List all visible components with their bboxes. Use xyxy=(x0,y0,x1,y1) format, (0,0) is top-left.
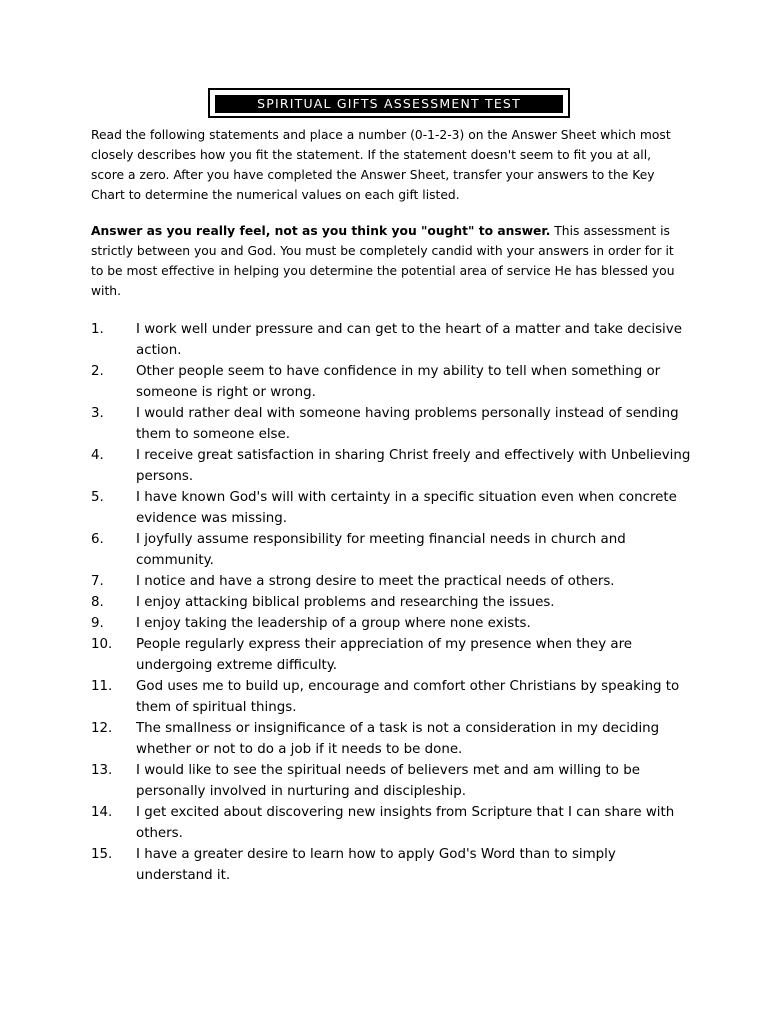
item-text: God uses me to build up, encourage and comfort other Christians by speaking to them of spiritual things. xyxy=(136,679,680,715)
list-item xyxy=(91,634,691,676)
list-item xyxy=(91,445,691,487)
item-number: 6. xyxy=(91,532,104,547)
list-item xyxy=(91,802,691,844)
item-number: 11. xyxy=(91,679,113,694)
list-item xyxy=(91,487,691,529)
item-text: I enjoy attacking biblical problems and researching the issues. xyxy=(136,595,555,610)
item-number: 5. xyxy=(91,490,104,505)
item-text: The smallness or insignificance of a task is not a consideration in my deciding whether or not to do a job if it needs to be done. xyxy=(136,721,660,757)
list-item xyxy=(91,676,691,718)
list-item xyxy=(91,760,691,802)
item-number: 2. xyxy=(91,364,104,379)
item-number: 10. xyxy=(91,637,113,652)
item-text: I have known God's will with certainty in a specific situation even when concrete evidence was missing. xyxy=(136,490,677,526)
item-text: I have a greater desire to learn how to apply God's Word than to simply understand it. xyxy=(136,847,616,883)
item-number: 12. xyxy=(91,721,113,736)
item-text: I joyfully assume responsibility for meeting financial needs in church and community. xyxy=(136,532,626,568)
candor-paragraph xyxy=(91,221,681,301)
item-text: I would rather deal with someone having problems personally instead of sending them to someone else. xyxy=(136,406,679,442)
list-item xyxy=(91,844,691,886)
item-number: 15. xyxy=(91,847,113,862)
item-text: I would like to see the spiritual needs of believers met and am willing to be personally involved in nurturing and discipleship. xyxy=(136,763,640,799)
item-text: I receive great satisfaction in sharing Christ freely and effectively with Unbelieving persons. xyxy=(136,448,691,484)
list-item xyxy=(91,403,691,445)
item-text: Other people seem to have confidence in my ability to tell when something or someone is right or wrong. xyxy=(136,364,661,400)
list-item xyxy=(91,613,691,634)
instructions-paragraph: Read the following statements and place a number (0-1-2-3) on the Answer Sheet which most closely describes how you fit the statement. If the statement doesn't seem to fit you at all, score a zero. After you have completed the Answer Sheet, transfer your answers to the Key Chart to determine the numerical values on each gift listed. xyxy=(91,128,671,202)
item-number: 7. xyxy=(91,574,104,589)
list-item xyxy=(91,361,691,403)
item-number: 3. xyxy=(91,406,104,421)
item-text: I work well under pressure and can get to the heart of a matter and take decisive action. xyxy=(136,322,682,358)
title-frame xyxy=(208,88,570,118)
list-item xyxy=(91,529,691,571)
list-item xyxy=(91,718,691,760)
candor-emphasis: Answer as you really feel, not as you think you "ought" to answer. xyxy=(91,224,551,238)
item-text: People regularly express their appreciation of my presence when they are undergoing extreme difficulty. xyxy=(136,637,633,673)
document-title: SPIRITUAL GIFTS ASSESSMENT TEST xyxy=(215,95,563,113)
candor-text: This assessment is strictly between you and God. You must be completely candid with your answers in order for it to be most effective in helping you determine the potential area of service He has blessed you with. xyxy=(91,224,675,298)
list-item xyxy=(91,592,691,613)
item-number: 4. xyxy=(91,448,104,463)
item-number: 14. xyxy=(91,805,113,820)
statement-list xyxy=(91,319,691,886)
item-text: I enjoy taking the leadership of a group where none exists. xyxy=(136,616,531,631)
list-item xyxy=(91,319,691,361)
item-number: 8. xyxy=(91,595,104,610)
item-number: 1. xyxy=(91,322,104,337)
list-item xyxy=(91,571,691,592)
item-number: 13. xyxy=(91,763,113,778)
item-text: I notice and have a strong desire to meet the practical needs of others. xyxy=(136,574,615,589)
item-text: I get excited about discovering new insights from Scripture that I can share with others. xyxy=(136,805,675,841)
item-number: 9. xyxy=(91,616,104,631)
